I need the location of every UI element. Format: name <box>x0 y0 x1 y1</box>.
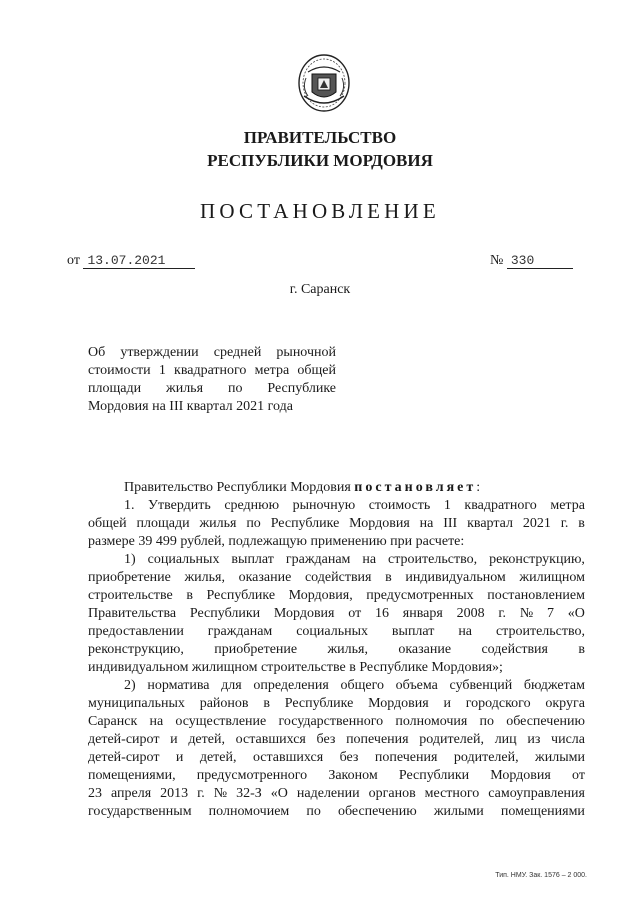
body-word: Республики <box>189 606 261 621</box>
body-word: оказание <box>238 570 292 585</box>
body-word: определения <box>253 678 329 693</box>
body-word: Республике <box>270 516 340 531</box>
body-word: бюджетам <box>523 678 585 693</box>
body-word: метра <box>550 498 585 513</box>
body-word: муниципальных <box>88 696 185 711</box>
body-line <box>88 731 585 749</box>
subject-word: утверждении <box>120 345 199 360</box>
body-word: в <box>578 642 585 657</box>
body-word: обеспечению <box>506 714 585 729</box>
subject-word: Мордовия на III квартал 2021 года <box>88 399 293 414</box>
body-word: родителей, <box>419 732 485 747</box>
body-word: реконструкцию, <box>88 642 184 657</box>
body-word: обеспечению <box>337 804 417 819</box>
body-word: объема <box>395 678 438 693</box>
body-word: Мордовия <box>273 606 335 621</box>
body-word: содействия <box>304 570 372 585</box>
subject-word: рыночной <box>276 345 336 360</box>
date-value: 13.07.2021 <box>83 253 195 269</box>
body-word: жилищном <box>519 570 585 585</box>
body-word: Республики <box>398 768 470 783</box>
body-word: для <box>221 678 242 693</box>
body-word: норматива <box>147 678 210 693</box>
body-word: на <box>149 714 164 729</box>
body-word: в <box>385 570 392 585</box>
body-word: жилья, <box>184 570 225 585</box>
body-word: выплат <box>391 624 435 639</box>
body-word: апреля <box>110 786 152 801</box>
body-word: Республике <box>284 696 354 711</box>
body-word: выплат <box>231 552 274 567</box>
body-word: наделении <box>296 786 360 801</box>
body-word: реконструкцию, <box>489 552 585 567</box>
body-word: от <box>348 606 362 621</box>
body-word: на <box>458 624 473 639</box>
body-line <box>88 767 585 785</box>
body-word: и <box>175 750 184 765</box>
body-line <box>88 677 585 695</box>
body-word: предоставлении <box>88 624 184 639</box>
number-value: 330 <box>507 253 573 269</box>
body-word: 2013 <box>160 786 189 801</box>
body-word: жилья <box>199 516 237 531</box>
body-word: детей, <box>199 750 237 765</box>
number-prefix: № <box>490 253 504 268</box>
body-word: 23 <box>88 786 102 801</box>
body-word: Мордовия, <box>288 588 353 603</box>
body-word: № <box>213 786 228 801</box>
body-word: рыночную <box>292 498 356 513</box>
body-word: строительство, <box>388 552 478 567</box>
subject-word: по <box>227 381 243 396</box>
body-word: Мордовия <box>490 768 551 783</box>
body-word: по <box>246 516 261 531</box>
body-word: социальных <box>147 552 220 567</box>
intro-suffix: : <box>476 480 481 495</box>
decree-body <box>88 479 585 821</box>
body-line <box>88 497 585 515</box>
body-word: 32-З <box>236 786 262 801</box>
body-word: полномочия <box>395 714 468 729</box>
body-word: Утвердить <box>148 498 211 513</box>
body-word: лиц <box>494 732 517 747</box>
body-word: в <box>578 516 585 531</box>
body-word: среднюю <box>224 498 280 513</box>
body-line <box>88 803 585 821</box>
body-word: детей, <box>188 732 225 747</box>
body-word: государственным <box>88 804 192 819</box>
body-word: 1) <box>124 552 136 567</box>
body-word: стоимость <box>368 498 431 513</box>
print-footer: Тип. НМУ. Зак. 1576 – 2 000. <box>495 872 587 879</box>
body-word: 1 <box>443 498 451 513</box>
body-word: 16 <box>375 606 389 621</box>
body-word: площади <box>136 516 190 531</box>
body-line <box>88 623 585 641</box>
body-line <box>88 569 585 587</box>
body-word: осуществление <box>175 714 267 729</box>
intro-line <box>88 479 585 497</box>
body-word: жилыми <box>535 750 585 765</box>
body-word: жилыми <box>433 804 484 819</box>
decree-subject <box>88 344 336 416</box>
intro-prefix: Правительство Республики Мордовия <box>124 480 351 495</box>
body-word: из <box>527 732 541 747</box>
body-word: местного <box>424 786 480 801</box>
subject-line <box>88 398 336 416</box>
body-word: самоуправления <box>488 786 585 801</box>
body-word: жилья, <box>327 642 368 657</box>
body-word: в <box>186 588 193 603</box>
body-word: и <box>443 696 451 711</box>
body-word: помещениями <box>500 804 585 819</box>
subject-word: средней <box>213 345 262 360</box>
body-word: на <box>419 516 434 531</box>
body-word: субвенций <box>449 678 513 693</box>
body-word: городского <box>465 696 531 711</box>
government-title-line1: ПРАВИТЕЛЬСТВО <box>243 128 397 147</box>
body-word: Саранск <box>88 714 138 729</box>
body-word: 2) <box>124 678 136 693</box>
body-word: полномочием <box>208 804 290 819</box>
body-word: в <box>263 696 270 711</box>
body-word: Мордовия <box>368 696 429 711</box>
body-word: без <box>316 732 336 747</box>
body-word: Республике <box>206 588 276 603</box>
body-word: г. <box>498 606 507 621</box>
body-word: попечения <box>346 732 409 747</box>
body-line <box>88 605 585 623</box>
body-word: содействия <box>481 642 548 657</box>
body-word: Правительства <box>88 606 177 621</box>
body-word: Мордовия <box>349 516 410 531</box>
subject-line <box>88 362 336 380</box>
body-line <box>88 659 585 677</box>
body-word: 2008 <box>456 606 485 621</box>
body-word: «О <box>567 606 585 621</box>
body-word: гражданам <box>285 552 351 567</box>
body-word: «О <box>270 786 288 801</box>
body-word: предусмотренных <box>366 588 474 603</box>
subject-line <box>88 380 336 398</box>
subject-line <box>88 344 336 362</box>
body-word: размере 39 499 рублей, подлежащую применению при расчете: <box>88 534 465 549</box>
government-title-line2: РЕСПУБЛИКИ МОРДОВИЯ <box>207 151 433 170</box>
body-word: по <box>306 804 321 819</box>
body-line <box>88 587 585 605</box>
body-word: оставшихся <box>235 732 306 747</box>
body-word: общей <box>88 516 127 531</box>
body-word: Законом <box>328 768 378 783</box>
body-word: оставшихся <box>252 750 324 765</box>
body-word: помещениями, <box>88 768 176 783</box>
body-word: государственного <box>278 714 384 729</box>
body-word: индивидуальном жилищном строительстве в Республике Мордовия»; <box>88 660 503 675</box>
subject-word: квадратного <box>174 363 247 378</box>
body-word: попечения <box>374 750 438 765</box>
body-word: по <box>479 714 495 729</box>
body-word: органов <box>368 786 416 801</box>
body-word: приобретение <box>88 570 171 585</box>
subject-word: площади <box>88 381 142 396</box>
body-word: оказание <box>398 642 452 657</box>
date-prefix: от <box>67 253 80 268</box>
body-line <box>88 515 585 533</box>
body-word: детей-сирот <box>88 750 160 765</box>
body-word: квадратного <box>464 498 537 513</box>
subject-word: Об <box>88 345 106 360</box>
body-word: округа <box>545 696 585 711</box>
subject-word: 1 <box>158 363 166 378</box>
body-word: родителей, <box>453 750 519 765</box>
body-word: января <box>402 606 443 621</box>
city-name: г. Саранск <box>289 282 351 297</box>
decree-date <box>67 252 195 270</box>
body-word: 1. <box>124 498 135 513</box>
document-type-title: ПОСТАНОВЛЕНИЕ <box>200 199 440 223</box>
body-word: районов <box>199 696 249 711</box>
body-word: социальных <box>296 624 368 639</box>
body-word: постановлением <box>487 588 585 603</box>
body-line <box>88 785 585 803</box>
intro-emphasis: постановляет <box>354 480 477 495</box>
body-word: г. <box>197 786 205 801</box>
body-word: строительство, <box>495 624 585 639</box>
body-word: квартал <box>467 516 513 531</box>
body-word: детей-сирот <box>88 732 160 747</box>
subject-word: метра <box>254 363 290 378</box>
body-word: предусмотренного <box>196 768 308 783</box>
subject-word: общей <box>297 363 336 378</box>
subject-word: Республике <box>267 381 336 396</box>
body-line <box>88 551 585 569</box>
subject-word: стоимости <box>88 363 151 378</box>
body-word: III <box>443 516 458 531</box>
body-word: числа <box>551 732 585 747</box>
body-word: на <box>362 552 377 567</box>
body-word: от <box>572 768 585 783</box>
body-word: гражданам <box>207 624 273 639</box>
body-word: индивидуальном <box>405 570 506 585</box>
decree-number <box>490 252 573 270</box>
body-word: без <box>339 750 359 765</box>
body-line <box>88 533 585 551</box>
body-line <box>88 695 585 713</box>
body-word: № <box>519 606 534 621</box>
body-word: и <box>170 732 178 747</box>
body-word: 2021 <box>522 516 551 531</box>
body-line <box>88 641 585 659</box>
body-word: общего <box>340 678 385 693</box>
body-line <box>88 749 585 767</box>
body-word: приобретение <box>214 642 298 657</box>
body-word: г. <box>560 516 569 531</box>
subject-word: жилья <box>166 381 204 396</box>
coat-of-arms-emblem <box>294 52 354 114</box>
body-word: строительстве <box>88 588 173 603</box>
body-line <box>88 713 585 731</box>
body-word: 7 <box>546 606 554 621</box>
